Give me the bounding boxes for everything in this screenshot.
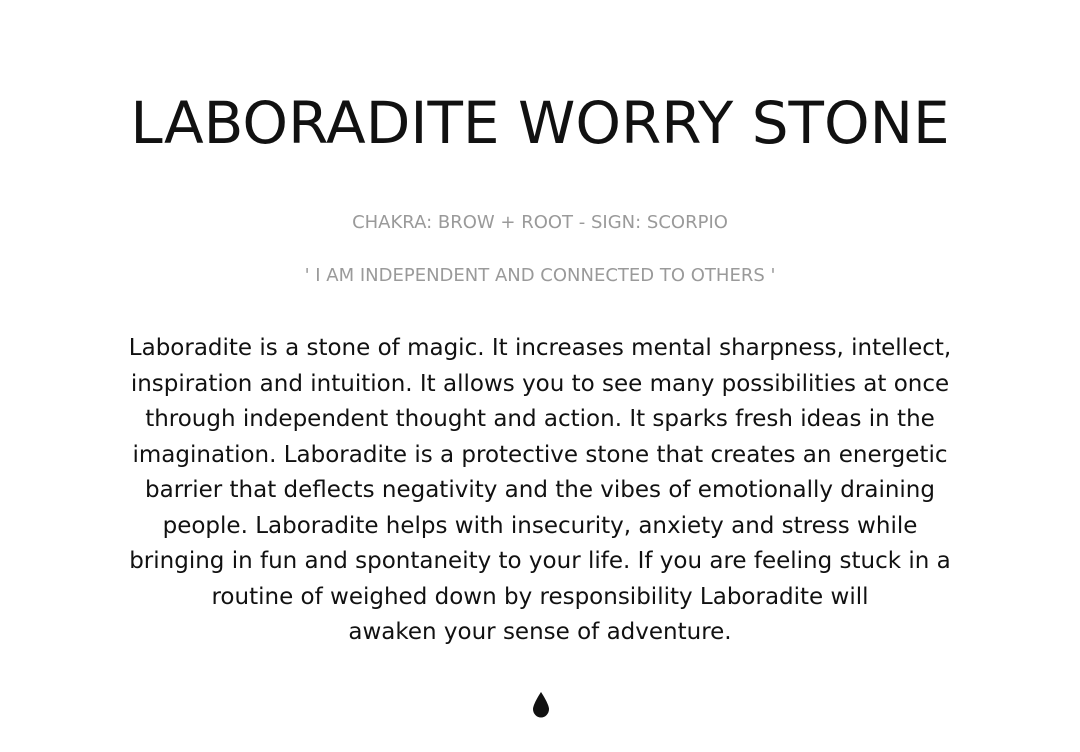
water-drop-icon [532,692,550,718]
affirmation-line: ' I AM INDEPENDENT AND CONNECTED TO OTHERS ' [304,265,776,286]
description-line: people. Laboradite helps with insecurity, anxiety and stress while [162,512,918,539]
page-title: LABORADITE WORRY STONE [130,89,950,157]
description-line: Laboradite is a stone of magic. It increases mental sharpness, intellect, [128,335,952,361]
description-line: awaken your sense of adventure. [348,619,732,645]
description-line: barrier that deflects negativity and the vibes of emotionally draining [145,477,935,503]
description-line: imagination. Laboradite is a protective stone that creates an energetic [132,441,948,468]
chakra-sign-line: CHAKRA: BROW + ROOT - SIGN: SCORPIO [352,212,728,233]
description-paragraph [60,331,1020,651]
description-line: inspiration and intuition. It allows you to see many possibilities at once [130,370,950,397]
description-line: bringing in fun and spontaneity to your life. If you are feeling stuck in a [129,548,951,574]
description-line: routine of weighed down by responsibility Laboradite will [211,583,869,610]
description-line: through independent thought and action. It sparks fresh ideas in the [145,406,935,432]
